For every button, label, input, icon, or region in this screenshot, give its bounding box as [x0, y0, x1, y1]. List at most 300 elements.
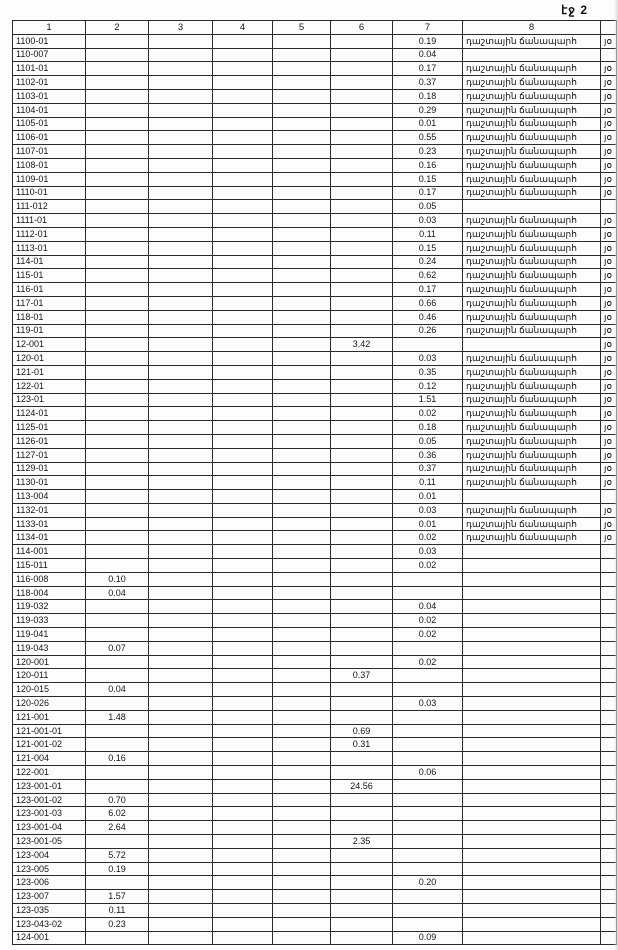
cell-col-6 [331, 476, 393, 490]
cell-col-5 [273, 931, 331, 945]
cell-col-3 [149, 931, 213, 945]
cell-col-8 [463, 572, 601, 586]
cell-col-2: 6.02 [86, 807, 149, 821]
cell-col-4 [213, 490, 273, 504]
cell-col-1: 119-043 [13, 641, 86, 655]
table-row [13, 559, 617, 573]
cell-col-5 [273, 145, 331, 159]
margin-mark: յօ [601, 517, 617, 531]
cell-col-7: 0.02 [393, 407, 463, 421]
table-row [13, 724, 617, 738]
cell-col-5 [273, 490, 331, 504]
cell-col-5 [273, 807, 331, 821]
cell-col-7 [393, 807, 463, 821]
column-header-5: 5 [273, 21, 331, 35]
cell-col-7: 0.04 [393, 48, 463, 62]
cell-col-6 [331, 821, 393, 835]
table-row [13, 338, 617, 352]
cell-col-1: 122-001 [13, 766, 86, 780]
cell-col-8: դաշտային ճանապարհ [463, 62, 601, 76]
cell-col-2: 0.04 [86, 683, 149, 697]
cell-col-2: 0.07 [86, 641, 149, 655]
cell-col-6: 0.31 [331, 738, 393, 752]
cell-col-2 [86, 186, 149, 200]
cell-col-8 [463, 628, 601, 642]
cell-col-7 [393, 835, 463, 849]
cell-col-3 [149, 255, 213, 269]
cell-col-1: 121-001-01 [13, 724, 86, 738]
margin-mark: յօ [601, 172, 617, 186]
cell-col-8: դաշտային ճանապարհ [463, 227, 601, 241]
cell-col-7 [393, 641, 463, 655]
cell-col-2 [86, 876, 149, 890]
cell-col-1: 123-007 [13, 890, 86, 904]
cell-col-6 [331, 531, 393, 545]
margin-mark: յօ [601, 269, 617, 283]
margin-mark: յօ [601, 407, 617, 421]
cell-col-6 [331, 434, 393, 448]
cell-col-8: դաշտային ճանապարհ [463, 131, 601, 145]
cell-col-3 [149, 172, 213, 186]
cell-col-3 [149, 821, 213, 835]
cell-col-6 [331, 641, 393, 655]
cell-col-1: 116-008 [13, 572, 86, 586]
margin-mark: յօ [601, 421, 617, 435]
cell-col-7 [393, 710, 463, 724]
cell-col-8 [463, 917, 601, 931]
cell-col-4 [213, 752, 273, 766]
cell-col-3 [149, 324, 213, 338]
cell-col-8 [463, 48, 601, 62]
cell-col-8 [463, 697, 601, 711]
table-row [13, 572, 617, 586]
cell-col-6 [331, 572, 393, 586]
cell-col-6 [331, 904, 393, 918]
cell-col-4 [213, 48, 273, 62]
cell-col-8 [463, 641, 601, 655]
cell-col-1: 123-043-02 [13, 917, 86, 931]
cell-col-4 [213, 241, 273, 255]
cell-col-8 [463, 890, 601, 904]
cell-col-6 [331, 586, 393, 600]
cell-col-6 [331, 559, 393, 573]
cell-col-7: 0.01 [393, 517, 463, 531]
cell-col-3 [149, 407, 213, 421]
cell-col-3 [149, 283, 213, 297]
cell-col-1: 123-001-01 [13, 779, 86, 793]
cell-col-5 [273, 227, 331, 241]
margin-mark: յօ [601, 393, 617, 407]
cell-col-6 [331, 352, 393, 366]
cell-col-8 [463, 683, 601, 697]
margin-mark: յօ [601, 462, 617, 476]
cell-col-4 [213, 600, 273, 614]
cell-col-6 [331, 131, 393, 145]
cell-col-6 [331, 421, 393, 435]
cell-col-5 [273, 628, 331, 642]
cell-col-8: դաշտային ճանապարհ [463, 531, 601, 545]
cell-col-6 [331, 145, 393, 159]
cell-col-3 [149, 476, 213, 490]
cell-col-1: 1105-01 [13, 117, 86, 131]
cell-col-7: 0.02 [393, 559, 463, 573]
table-row [13, 296, 617, 310]
table-row [13, 310, 617, 324]
cell-col-4 [213, 683, 273, 697]
cell-col-4 [213, 214, 273, 228]
cell-col-8: դաշտային ճանապարհ [463, 283, 601, 297]
table-row [13, 62, 617, 76]
cell-col-5 [273, 393, 331, 407]
cell-col-2: 0.16 [86, 752, 149, 766]
cell-col-5 [273, 766, 331, 780]
cell-col-4 [213, 103, 273, 117]
cell-col-4 [213, 531, 273, 545]
table-row [13, 517, 617, 531]
cell-col-4 [213, 807, 273, 821]
cell-col-7: 0.19 [393, 34, 463, 48]
cell-col-1: 124-001 [13, 931, 86, 945]
cell-col-6 [331, 393, 393, 407]
cell-col-3 [149, 462, 213, 476]
cell-col-7: 0.03 [393, 503, 463, 517]
cell-col-8: դաշտային ճանապարհ [463, 434, 601, 448]
cell-col-8 [463, 738, 601, 752]
cell-col-1: 116-01 [13, 283, 86, 297]
cell-col-1: 1129-01 [13, 462, 86, 476]
cell-col-6 [331, 172, 393, 186]
cell-col-3 [149, 338, 213, 352]
cell-col-3 [149, 848, 213, 862]
cell-col-6 [331, 876, 393, 890]
table-row [13, 158, 617, 172]
cell-col-4 [213, 890, 273, 904]
cell-col-5 [273, 641, 331, 655]
cell-col-7: 0.62 [393, 269, 463, 283]
cell-col-1: 118-004 [13, 586, 86, 600]
table-row [13, 890, 617, 904]
cell-col-3 [149, 421, 213, 435]
cell-col-8: դաշտային ճանապարհ [463, 407, 601, 421]
cell-col-8 [463, 559, 601, 573]
cell-col-6 [331, 296, 393, 310]
cell-col-3 [149, 669, 213, 683]
cell-col-6 [331, 462, 393, 476]
cell-col-2 [86, 158, 149, 172]
cell-col-7: 0.17 [393, 62, 463, 76]
table-row [13, 807, 617, 821]
cell-col-3 [149, 48, 213, 62]
margin-mark: յօ [601, 241, 617, 255]
cell-col-2: 1.57 [86, 890, 149, 904]
cell-col-6 [331, 379, 393, 393]
cell-col-7: 0.18 [393, 89, 463, 103]
cell-col-1: 1132-01 [13, 503, 86, 517]
cell-col-6 [331, 793, 393, 807]
cell-col-5 [273, 200, 331, 214]
cell-col-3 [149, 393, 213, 407]
cell-col-6 [331, 766, 393, 780]
cell-col-5 [273, 283, 331, 297]
cell-col-3 [149, 131, 213, 145]
cell-col-2 [86, 34, 149, 48]
cell-col-2 [86, 352, 149, 366]
cell-col-2 [86, 517, 149, 531]
cell-col-5 [273, 241, 331, 255]
cell-col-7 [393, 917, 463, 931]
cell-col-5 [273, 338, 331, 352]
cell-col-8 [463, 904, 601, 918]
cell-col-2 [86, 476, 149, 490]
cell-col-6 [331, 807, 393, 821]
table-row [13, 172, 617, 186]
cell-col-3 [149, 379, 213, 393]
cell-col-1: 115-01 [13, 269, 86, 283]
cell-col-2 [86, 117, 149, 131]
table-row [13, 738, 617, 752]
cell-col-5 [273, 269, 331, 283]
cell-col-2 [86, 835, 149, 849]
cell-col-4 [213, 407, 273, 421]
cell-col-5 [273, 255, 331, 269]
cell-col-4 [213, 421, 273, 435]
cell-col-1: 123-035 [13, 904, 86, 918]
cell-col-8: դաշտային ճանապարհ [463, 241, 601, 255]
cell-col-5 [273, 697, 331, 711]
cell-col-3 [149, 600, 213, 614]
cell-col-1: 114-001 [13, 545, 86, 559]
cell-col-1: 123-001-03 [13, 807, 86, 821]
cell-col-6 [331, 628, 393, 642]
cell-col-5 [273, 724, 331, 738]
cell-col-8 [463, 821, 601, 835]
cell-col-1: 120-015 [13, 683, 86, 697]
table-row [13, 917, 617, 931]
cell-col-1: 117-01 [13, 296, 86, 310]
cell-col-2 [86, 338, 149, 352]
table-row [13, 752, 617, 766]
cell-col-7: 0.01 [393, 117, 463, 131]
cell-col-4 [213, 821, 273, 835]
cell-col-4 [213, 365, 273, 379]
margin-mark: յօ [601, 34, 617, 48]
cell-col-3 [149, 34, 213, 48]
table-row [13, 655, 617, 669]
cell-col-7: 0.02 [393, 531, 463, 545]
cell-col-1: 121-001-02 [13, 738, 86, 752]
cell-col-1: 120-01 [13, 352, 86, 366]
cell-col-5 [273, 586, 331, 600]
cell-col-4 [213, 476, 273, 490]
table-row [13, 835, 617, 849]
cell-col-4 [213, 876, 273, 890]
cell-col-2 [86, 531, 149, 545]
margin-mark: յօ [601, 434, 617, 448]
cell-col-2 [86, 310, 149, 324]
cell-col-2 [86, 434, 149, 448]
table-row [13, 365, 617, 379]
cell-col-1: 122-01 [13, 379, 86, 393]
cell-col-6 [331, 848, 393, 862]
cell-col-3 [149, 200, 213, 214]
cell-col-7: 0.03 [393, 214, 463, 228]
cell-col-3 [149, 503, 213, 517]
table-row [13, 545, 617, 559]
cell-col-3 [149, 876, 213, 890]
margin-mark: յօ [601, 62, 617, 76]
cell-col-5 [273, 352, 331, 366]
cell-col-8 [463, 655, 601, 669]
cell-col-5 [273, 517, 331, 531]
cell-col-8 [463, 876, 601, 890]
paper-edge-shade [614, 0, 618, 950]
cell-col-6 [331, 931, 393, 945]
cell-col-7: 0.11 [393, 227, 463, 241]
margin-mark: յօ [601, 117, 617, 131]
cell-col-6 [331, 283, 393, 297]
cell-col-6: 24.56 [331, 779, 393, 793]
table-row [13, 628, 617, 642]
cell-col-1: 110-007 [13, 48, 86, 62]
cell-col-8: դաշտային ճանապարհ [463, 310, 601, 324]
cell-col-8 [463, 807, 601, 821]
cell-col-2 [86, 669, 149, 683]
cell-col-4 [213, 76, 273, 90]
cell-col-2: 0.04 [86, 586, 149, 600]
cell-col-4 [213, 503, 273, 517]
cell-col-3 [149, 724, 213, 738]
table-row [13, 766, 617, 780]
cell-col-5 [273, 600, 331, 614]
cell-col-1: 121-004 [13, 752, 86, 766]
cell-col-2 [86, 462, 149, 476]
margin-mark: յօ [601, 186, 617, 200]
cell-col-7: 0.05 [393, 434, 463, 448]
cell-col-6 [331, 34, 393, 48]
cell-col-7: 0.23 [393, 145, 463, 159]
cell-col-5 [273, 407, 331, 421]
cell-col-8: դաշտային ճանապարհ [463, 186, 601, 200]
table-row [13, 145, 617, 159]
cell-col-7 [393, 904, 463, 918]
cell-col-5 [273, 186, 331, 200]
cell-col-8: դաշտային ճանապարհ [463, 172, 601, 186]
cell-col-7: 0.20 [393, 876, 463, 890]
table-row [13, 862, 617, 876]
cell-col-2 [86, 172, 149, 186]
table-row [13, 48, 617, 62]
cell-col-2 [86, 131, 149, 145]
cell-col-3 [149, 158, 213, 172]
cell-col-3 [149, 586, 213, 600]
cell-col-7: 0.24 [393, 255, 463, 269]
cell-col-8: դաշտային ճանապարհ [463, 352, 601, 366]
table-row [13, 227, 617, 241]
cell-col-8 [463, 752, 601, 766]
cell-col-5 [273, 214, 331, 228]
cell-col-5 [273, 434, 331, 448]
cell-col-6 [331, 324, 393, 338]
cell-col-5 [273, 117, 331, 131]
table-row [13, 848, 617, 862]
cell-col-2 [86, 283, 149, 297]
cell-col-2 [86, 393, 149, 407]
cell-col-1: 1101-01 [13, 62, 86, 76]
cell-col-6 [331, 710, 393, 724]
table-row [13, 186, 617, 200]
cell-col-8: դաշտային ճանապարհ [463, 462, 601, 476]
cell-col-2 [86, 559, 149, 573]
cell-col-1: 119-01 [13, 324, 86, 338]
cell-col-5 [273, 917, 331, 931]
cell-col-1: 1104-01 [13, 103, 86, 117]
cell-col-3 [149, 227, 213, 241]
cell-col-6: 0.37 [331, 669, 393, 683]
cell-col-3 [149, 683, 213, 697]
cell-col-5 [273, 821, 331, 835]
cell-col-7: 0.17 [393, 186, 463, 200]
cell-col-2 [86, 89, 149, 103]
cell-col-1: 114-01 [13, 255, 86, 269]
table-row [13, 34, 617, 48]
cell-col-7: 0.37 [393, 76, 463, 90]
cell-col-3 [149, 531, 213, 545]
cell-col-2 [86, 407, 149, 421]
table-row [13, 503, 617, 517]
cell-col-3 [149, 917, 213, 931]
cell-col-1: 119-033 [13, 614, 86, 628]
cell-col-2 [86, 379, 149, 393]
table-row [13, 255, 617, 269]
cell-col-5 [273, 614, 331, 628]
cell-col-3 [149, 807, 213, 821]
table-row [13, 600, 617, 614]
cell-col-1: 1130-01 [13, 476, 86, 490]
cell-col-2 [86, 255, 149, 269]
cell-col-7: 0.46 [393, 310, 463, 324]
cell-col-3 [149, 835, 213, 849]
cell-col-6 [331, 117, 393, 131]
cell-col-8: դաշտային ճանապարհ [463, 34, 601, 48]
cell-col-7: 0.15 [393, 172, 463, 186]
column-header-1: 1 [13, 21, 86, 35]
cell-col-7: 0.12 [393, 379, 463, 393]
cell-col-2: 0.11 [86, 904, 149, 918]
table-row [13, 697, 617, 711]
cell-col-5 [273, 365, 331, 379]
cell-col-5 [273, 476, 331, 490]
cell-col-5 [273, 76, 331, 90]
cell-col-4 [213, 517, 273, 531]
cell-col-1: 1134-01 [13, 531, 86, 545]
cell-col-4 [213, 324, 273, 338]
cell-col-1: 119-032 [13, 600, 86, 614]
page-number-label: էջ 2 [561, 3, 588, 17]
cell-col-8: դաշտային ճանապարհ [463, 103, 601, 117]
margin-mark: յօ [601, 158, 617, 172]
cell-col-4 [213, 338, 273, 352]
cell-col-6 [331, 310, 393, 324]
cell-col-4 [213, 559, 273, 573]
table-row [13, 89, 617, 103]
cell-col-6 [331, 158, 393, 172]
cell-col-8: դաշտային ճանապարհ [463, 145, 601, 159]
cell-col-6 [331, 227, 393, 241]
cell-col-4 [213, 724, 273, 738]
cell-col-1: 12-001 [13, 338, 86, 352]
cell-col-7 [393, 752, 463, 766]
cell-col-6 [331, 365, 393, 379]
